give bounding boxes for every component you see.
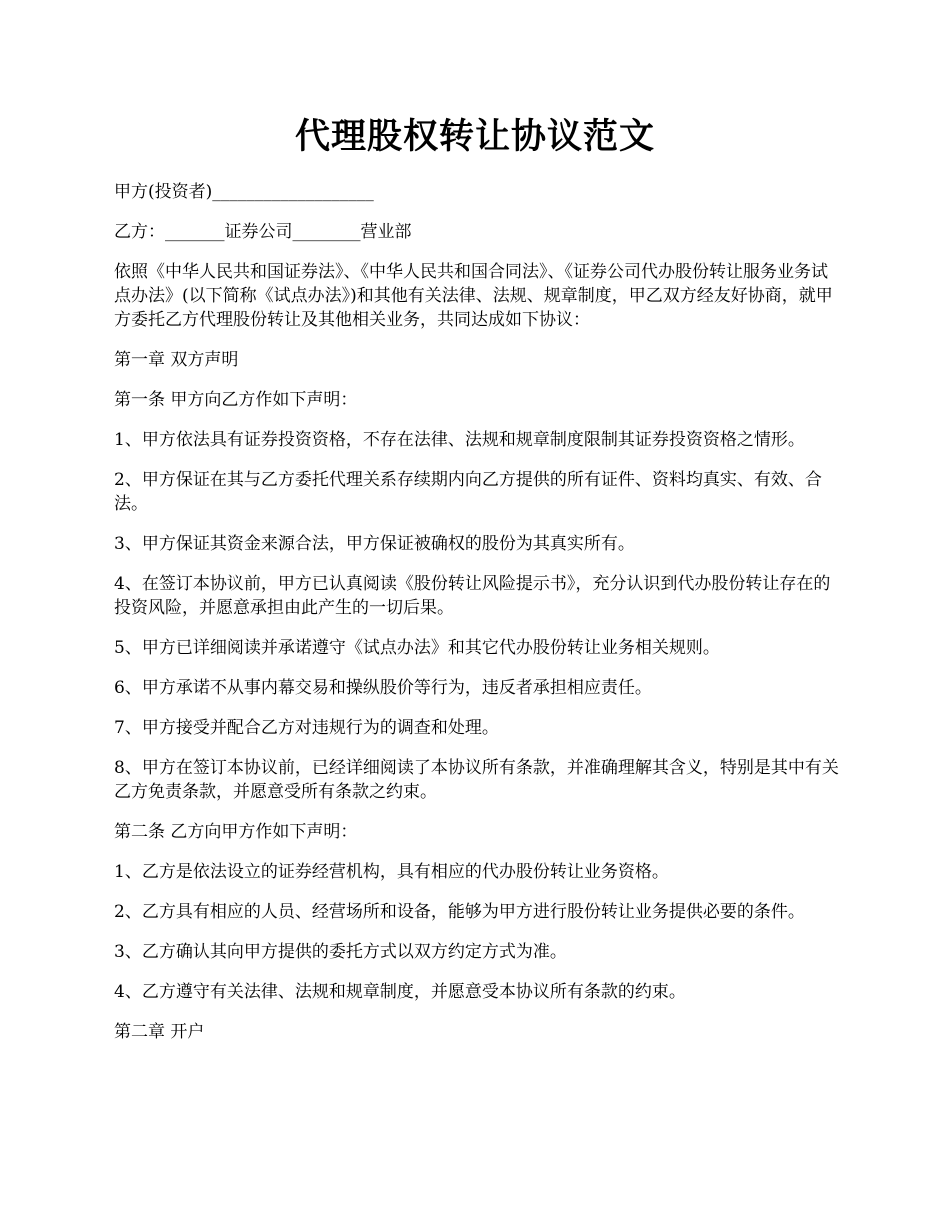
clause-paragraph: 4、乙方遵守有关法律、法规和规章制度，并愿意受本协议所有条款的约束。 xyxy=(114,982,686,1002)
clause-paragraph: 2、甲方保证在其与乙方委托代理关系存续期内向乙方提供的所有证件、资料均真实、有效、合法。 xyxy=(114,470,822,514)
article-heading: 第一条 甲方向乙方作如下声明： xyxy=(114,390,358,410)
clause-paragraph: 3、甲方保证其资金来源合法，甲方保证被确权的股份为其真实所有。 xyxy=(114,534,635,554)
party-a-line: 甲方(投资者)___________________ xyxy=(114,182,374,202)
chapter-heading: 第一章 双方声明 xyxy=(114,350,239,370)
party-b-line: 乙方：_______证券公司________营业部 xyxy=(114,222,412,242)
clause-paragraph: 2、乙方具有相应的人员、经营场所和设备，能够为甲方进行股份转让业务提供必要的条件。 xyxy=(114,902,805,922)
clause-paragraph: 6、甲方承诺不从事内幕交易和操纵股价等行为，违反者承担相应责任。 xyxy=(114,678,652,698)
document-title: 代理股权转让协议范文 xyxy=(294,116,655,157)
article-heading: 第二条 乙方向甲方作如下声明： xyxy=(114,822,358,842)
clause-paragraph: 7、甲方接受并配合乙方对违规行为的调查和处理。 xyxy=(114,718,499,738)
clause-paragraph: 4、在签订本协议前，甲方已认真阅读《股份转让风险提示书》，充分认识到代办股份转让存在的投资风险，并愿意承担由此产生的一切后果。 xyxy=(114,574,831,618)
clause-paragraph: 1、乙方是依法设立的证券经营机构，具有相应的代办股份转让业务资格。 xyxy=(114,862,669,882)
clause-paragraph: 1、甲方依法具有证券投资资格，不存在法律、法规和规章制度限制其证券投资资格之情形。 xyxy=(114,430,805,450)
document-body xyxy=(114,180,842,1060)
clause-paragraph: 5、甲方已详细阅读并承诺遵守《试点办法》和其它代办股份转让业务相关规则。 xyxy=(114,638,720,658)
clause-paragraph: 8、甲方在签订本协议前，已经详细阅读了本协议所有条款，并准确理解其含义，特别是其中有关乙方免责条款，并愿意受所有条款之约束。 xyxy=(114,758,839,802)
preamble-paragraph: 依照《中华人民共和国证券法》、《中华人民共和国合同法》、《证券公司代办股份转让服务业务试点办法》(以下简称《试点办法》)和其他有关法律、法规、规章制度，甲乙双方经友好协商，就甲方委托乙方代理股份转让及其他相关业务，共同达成如下协议： xyxy=(114,262,833,330)
clause-paragraph: 3、乙方确认其向甲方提供的委托方式以双方约定方式为准。 xyxy=(114,942,567,962)
chapter-heading: 第二章 开户 xyxy=(114,1022,205,1042)
